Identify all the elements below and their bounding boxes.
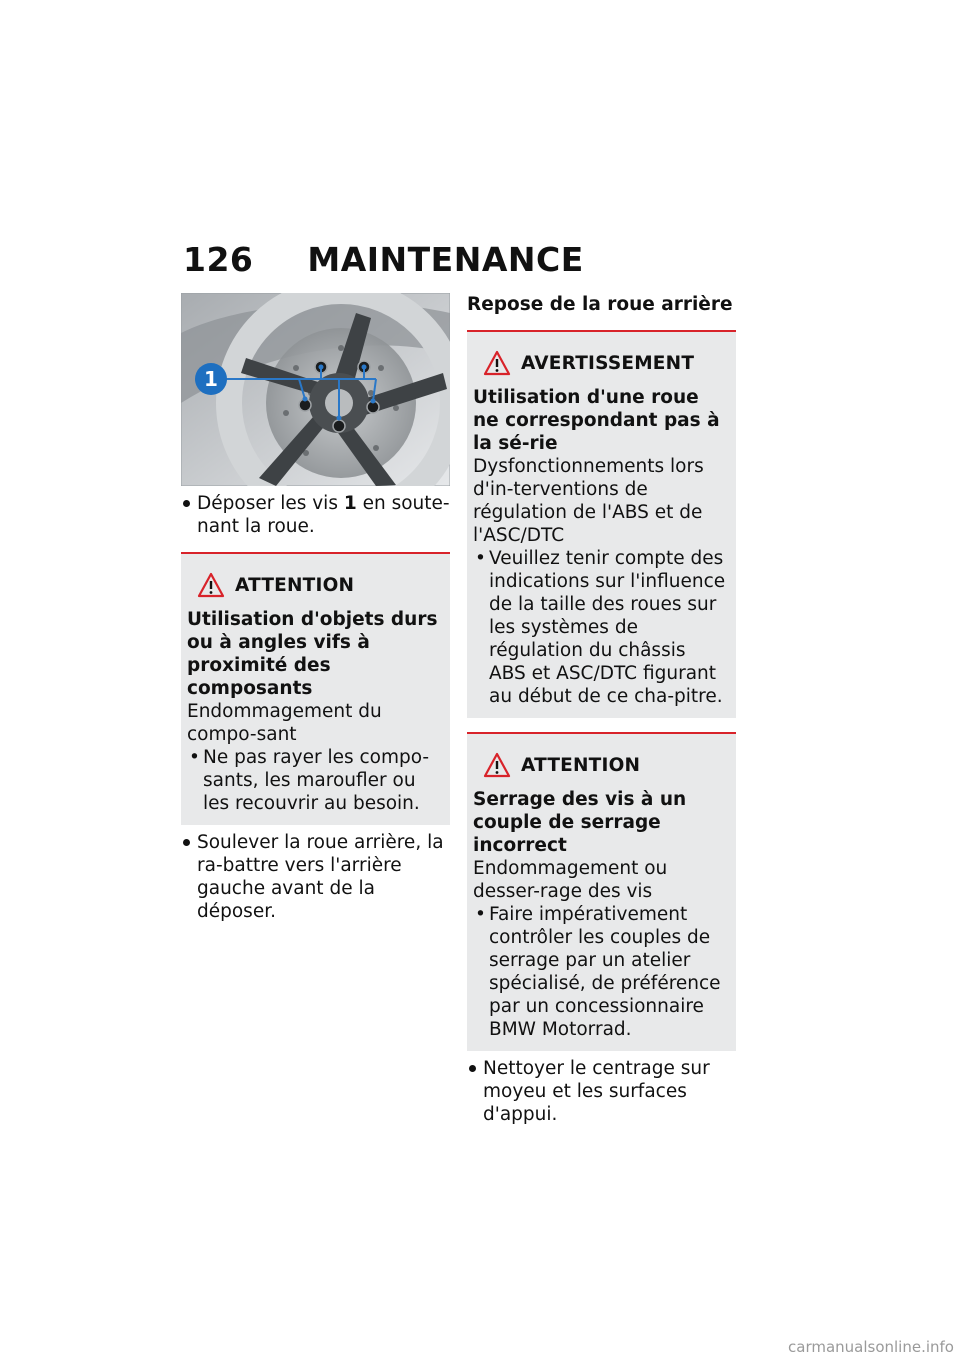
chapter-title: MAINTENANCE: [307, 240, 584, 279]
bolt-ref: 1: [343, 493, 357, 514]
warning-item: • Veuillez tenir compte des indications sur l'influence de la taille des roues sur les systèmes de régulation du châssis ABS et ASC/DTC figurant au début de ce cha-pitre.: [473, 547, 728, 708]
warning-triangle-icon: [197, 572, 225, 598]
warning-triangle-icon: [483, 752, 511, 778]
source-watermark: carmanualsonline.info: [788, 1338, 954, 1356]
section-title: Repose de la roue arrière: [467, 294, 733, 315]
attention-subject: Serrage des vis à un couple de serrage incorrect: [473, 789, 687, 856]
warning-label: AVERTISSEMENT: [521, 352, 695, 374]
page-header: [183, 240, 584, 279]
callout-label: 1: [204, 367, 218, 391]
step-remove-bolts: Déposer les vis 1 en soute-nant la roue.: [181, 492, 450, 538]
rear-wheel-bolts-figure: [181, 293, 450, 486]
warning-triangle-icon: [483, 350, 511, 376]
attention-box-objects: [181, 552, 450, 825]
page-number: 126: [183, 240, 254, 279]
attention-item: • Faire impérativement contrôler les couples de serrage par un atelier spécialisé, de préférence par un concessionnaire BMW Motorrad.: [473, 903, 728, 1041]
left-column: [181, 293, 450, 923]
attention-box-torque: [467, 732, 736, 1051]
attention-consequence: Endommagement ou desser-rage des vis: [473, 858, 668, 902]
attention-item: • Ne pas rayer les compo-sants, les maroufler ou les recouvrir au besoin.: [187, 746, 442, 815]
right-column: [467, 293, 736, 1126]
warning-consequence: Dysfonctionnements lors d'in-terventions de régulation de l'ABS et de l'ASC/DTC: [473, 456, 704, 546]
warning-box-wheel: [467, 330, 736, 718]
attention-subject: Utilisation d'objets durs ou à angles vifs à proximité des composants: [187, 609, 438, 699]
step-lift-wheel: Soulever la roue arrière, la ra-battre vers l'arrière gauche avant de la déposer.: [181, 831, 450, 923]
attention-label: ATTENTION: [521, 754, 641, 776]
attention-consequence: Endommagement du compo-sant: [187, 701, 382, 745]
step-clean-hub: Nettoyer le centrage sur moyeu et les surfaces d'appui.: [467, 1057, 736, 1126]
warning-subject: Utilisation d'une roue ne correspondant pas à la sé-rie: [473, 387, 720, 454]
attention-label: ATTENTION: [235, 574, 355, 596]
